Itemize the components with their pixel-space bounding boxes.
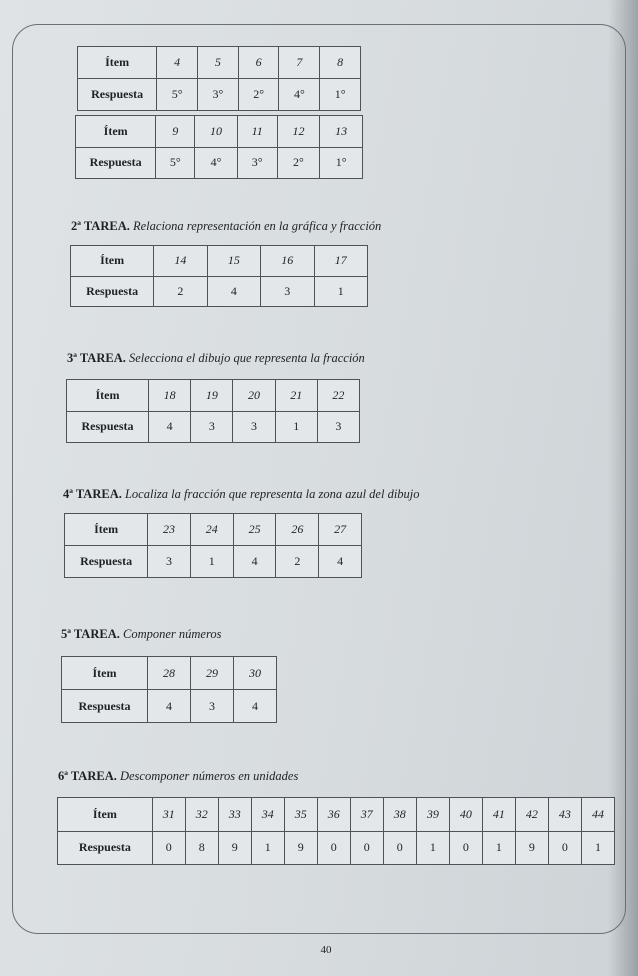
item-number-cell: 17 (314, 246, 367, 277)
answer-cell: 1 (190, 546, 233, 578)
answer-cell: 4 (207, 276, 260, 307)
answer-cell: 1° (320, 147, 363, 179)
item-number-cell: 11 (237, 116, 277, 148)
row-label: Respuesta (65, 546, 148, 578)
answer-row (78, 79, 361, 111)
answer-row (62, 690, 277, 723)
item-number-cell: 9 (156, 116, 195, 148)
answer-table (57, 797, 615, 865)
answer-cell: 9 (515, 831, 548, 865)
answer-cell: 0 (449, 831, 482, 865)
task-description: Selecciona el dibujo que representa la fracción (128, 351, 365, 365)
item-number-cell: 23 (148, 514, 191, 546)
answer-table (64, 513, 362, 578)
task-heading (58, 769, 298, 784)
item-number-cell: 12 (277, 116, 320, 148)
row-label: Respuesta (67, 411, 149, 443)
item-number-cell: 25 (233, 514, 276, 546)
item-number-cell: 37 (350, 798, 383, 832)
item-number-cell: 5 (197, 47, 238, 79)
answer-cell: 0 (383, 831, 416, 865)
item-number-cell: 26 (276, 514, 319, 546)
item-number-cell: 21 (275, 380, 317, 412)
item-row (78, 47, 361, 79)
item-number-cell: 38 (383, 798, 416, 832)
answer-row (71, 276, 368, 307)
row-label: Ítem (71, 246, 154, 277)
answer-cell: 3 (191, 690, 234, 723)
answer-cell: 1 (275, 411, 317, 443)
item-number-cell: 40 (449, 798, 482, 832)
row-label: Ítem (62, 657, 148, 690)
item-number-cell: 19 (191, 380, 233, 412)
answer-cell: 2 (276, 546, 319, 578)
item-row (71, 246, 368, 277)
item-number-cell: 22 (317, 380, 359, 412)
answer-cell: 9 (284, 831, 317, 865)
item-number-cell: 35 (284, 798, 317, 832)
answer-cell: 1 (314, 276, 367, 307)
item-number-cell: 20 (233, 380, 275, 412)
answer-cell: 4 (319, 546, 362, 578)
task-description: Componer números (122, 627, 222, 641)
answer-cell: 4° (279, 79, 320, 111)
row-label: Respuesta (58, 831, 153, 865)
answer-row (65, 546, 362, 578)
answer-cell: 3 (191, 411, 233, 443)
answer-cell: 4 (233, 546, 276, 578)
item-number-cell: 7 (279, 47, 320, 79)
task-description: Relaciona representación en la gráfica y fracción (132, 219, 382, 233)
answer-cell: 0 (350, 831, 383, 865)
answer-cell: 8 (185, 831, 218, 865)
answer-cell: 4 (148, 690, 191, 723)
answer-table (75, 115, 363, 179)
answer-row (58, 831, 615, 865)
row-label: Ítem (78, 47, 157, 79)
answer-row (76, 147, 363, 179)
answer-cell: 2° (238, 79, 279, 111)
answer-table (61, 656, 277, 723)
answer-table (66, 379, 360, 443)
task-number: 4ª TAREA. (63, 487, 122, 501)
task-description: Descomponer números en unidades (119, 769, 299, 783)
item-number-cell: 8 (320, 47, 361, 79)
answer-cell: 3 (148, 546, 191, 578)
item-number-cell: 4 (157, 47, 198, 79)
answer-cell: 2° (277, 147, 320, 179)
task-number: 6ª TAREA. (58, 769, 117, 783)
answer-cell: 0 (317, 831, 350, 865)
item-number-cell: 42 (515, 798, 548, 832)
task-heading (67, 351, 365, 366)
item-row (62, 657, 277, 690)
item-row (76, 116, 363, 148)
answer-table (70, 245, 368, 307)
item-number-cell: 6 (238, 47, 279, 79)
answer-cell: 2 (154, 276, 207, 307)
answer-cell: 1° (320, 79, 361, 111)
item-number-cell: 13 (320, 116, 363, 148)
item-number-cell: 33 (218, 798, 251, 832)
answer-cell: 1 (416, 831, 449, 865)
task-description: Localiza la fracción que representa la zona azul del dibujo (124, 487, 420, 501)
task-number: 3ª TAREA. (67, 351, 126, 365)
item-number-cell: 43 (548, 798, 581, 832)
page-number: 40 (320, 944, 332, 956)
item-number-cell: 34 (251, 798, 284, 832)
answer-cell: 3° (197, 79, 238, 111)
row-label: Respuesta (76, 147, 156, 179)
row-label: Ítem (76, 116, 156, 148)
answer-cell: 9 (218, 831, 251, 865)
answer-cell: 1 (251, 831, 284, 865)
answer-cell: 4 (234, 690, 277, 723)
answer-cell: 5° (157, 79, 198, 111)
answer-cell: 1 (581, 831, 614, 865)
item-number-cell: 14 (154, 246, 207, 277)
item-number-cell: 15 (207, 246, 260, 277)
item-row (67, 380, 360, 412)
item-number-cell: 10 (195, 116, 238, 148)
answer-cell: 5° (156, 147, 195, 179)
row-label: Ítem (67, 380, 149, 412)
answer-cell: 4 (149, 411, 191, 443)
item-number-cell: 44 (581, 798, 614, 832)
item-number-cell: 30 (234, 657, 277, 690)
answer-cell: 0 (548, 831, 581, 865)
row-label: Respuesta (78, 79, 157, 111)
task-number: 2ª TAREA. (71, 219, 130, 233)
item-number-cell: 31 (152, 798, 185, 832)
answer-cell: 3 (261, 276, 314, 307)
task-heading (71, 219, 381, 234)
item-number-cell: 27 (319, 514, 362, 546)
task-number: 5ª TAREA. (61, 627, 120, 641)
answer-cell: 4° (195, 147, 238, 179)
item-number-cell: 36 (317, 798, 350, 832)
answer-row (67, 411, 360, 443)
answer-cell: 0 (152, 831, 185, 865)
item-number-cell: 29 (191, 657, 234, 690)
task-heading (61, 627, 221, 642)
answer-cell: 3 (233, 411, 275, 443)
item-row (58, 798, 615, 832)
item-number-cell: 28 (148, 657, 191, 690)
answer-cell: 3 (317, 411, 359, 443)
answer-cell: 3° (237, 147, 277, 179)
item-number-cell: 24 (190, 514, 233, 546)
row-label: Ítem (65, 514, 148, 546)
item-row (65, 514, 362, 546)
item-number-cell: 18 (149, 380, 191, 412)
item-number-cell: 41 (482, 798, 515, 832)
task-heading (63, 487, 420, 502)
row-label: Ítem (58, 798, 153, 832)
item-number-cell: 39 (416, 798, 449, 832)
row-label: Respuesta (71, 276, 154, 307)
answer-table (77, 46, 361, 111)
item-number-cell: 32 (185, 798, 218, 832)
row-label: Respuesta (62, 690, 148, 723)
answer-cell: 1 (482, 831, 515, 865)
item-number-cell: 16 (261, 246, 314, 277)
